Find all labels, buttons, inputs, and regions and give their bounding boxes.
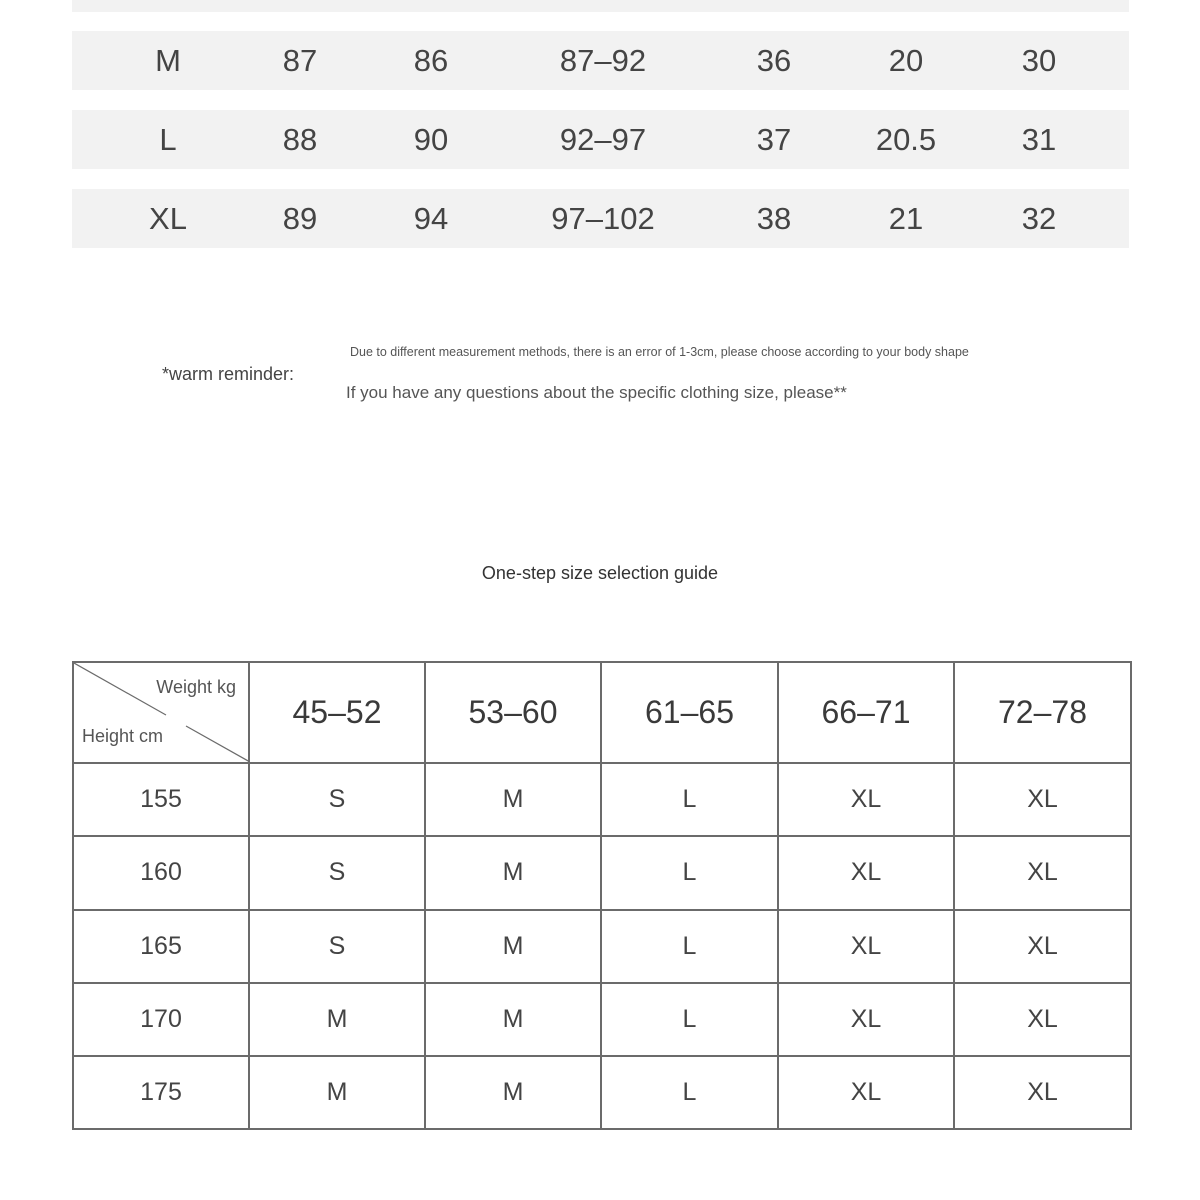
measure-cell: 89 [282, 201, 318, 236]
size-cell: S [249, 763, 425, 836]
size-chart-row [72, 31, 1129, 90]
size-cell: M [249, 983, 425, 1056]
weight-range-header: 61–65 [601, 662, 778, 763]
table-row [73, 983, 1131, 1056]
table-row [73, 910, 1131, 983]
size-cell: L [601, 1056, 778, 1129]
size-guide-table [72, 661, 1132, 1130]
size-cell: XL [778, 910, 954, 983]
size-cell: L [159, 122, 177, 157]
size-cell: XL [778, 836, 954, 909]
corner-header-cell [73, 662, 249, 763]
measure-cell: 38 [756, 201, 792, 236]
height-axis-label: Height cm [82, 726, 164, 747]
size-question-note: If you have any questions about the specific clothing size, please** [346, 383, 847, 402]
measure-cell: 92–97 [559, 122, 647, 157]
size-cell: XL [778, 983, 954, 1056]
size-chart [72, 31, 1129, 268]
height-cell: 170 [73, 983, 249, 1056]
measure-cell: 20 [888, 43, 924, 78]
table-row [73, 763, 1131, 836]
size-cell: M [425, 763, 601, 836]
height-cell: 155 [73, 763, 249, 836]
measure-cell: 32 [1021, 201, 1057, 236]
size-cell: M [425, 1056, 601, 1129]
size-cell: L [601, 763, 778, 836]
size-chart-top-strip [72, 0, 1129, 12]
guide-title: One-step size selection guide [481, 563, 719, 583]
measure-cell: 36 [756, 43, 792, 78]
measure-cell: 90 [413, 122, 449, 157]
height-cell: 175 [73, 1056, 249, 1129]
size-cell: S [249, 910, 425, 983]
weight-range-header: 66–71 [778, 662, 954, 763]
measure-cell: 21 [888, 201, 924, 236]
weight-range-header: 53–60 [425, 662, 601, 763]
guide-header-row [73, 662, 1131, 763]
height-cell: 160 [73, 836, 249, 909]
measure-cell: 94 [413, 201, 449, 236]
size-cell: M [425, 983, 601, 1056]
weight-axis-label: Weight kg [156, 677, 236, 698]
measurement-error-note: Due to different measurement methods, there is an error of 1-3cm, please choose according to your body shape [350, 345, 969, 359]
warm-reminder-label: *warm reminder: [162, 364, 295, 384]
size-cell: S [249, 836, 425, 909]
measure-cell: 97–102 [551, 201, 655, 236]
size-cell: M [425, 836, 601, 909]
table-row [73, 836, 1131, 909]
size-cell: XL [954, 836, 1131, 909]
size-cell: M [425, 910, 601, 983]
size-cell: XL [954, 983, 1131, 1056]
measure-cell: 87–92 [559, 43, 647, 78]
size-cell: XL [954, 910, 1131, 983]
measure-cell: 20.5 [875, 122, 937, 157]
measure-cell: 88 [282, 122, 318, 157]
measure-cell: 37 [756, 122, 792, 157]
measure-cell: 87 [282, 43, 318, 78]
size-cell: M [155, 43, 181, 78]
size-cell: L [601, 836, 778, 909]
size-cell: L [601, 983, 778, 1056]
size-cell: XL [149, 201, 187, 236]
size-cell: XL [778, 763, 954, 836]
size-cell: XL [778, 1056, 954, 1129]
size-cell: XL [954, 1056, 1131, 1129]
size-chart-row [72, 189, 1129, 248]
height-cell: 165 [73, 910, 249, 983]
measure-cell: 31 [1021, 122, 1057, 157]
size-chart-row [72, 110, 1129, 169]
measure-cell: 86 [413, 43, 449, 78]
size-cell: L [601, 910, 778, 983]
table-row [73, 1056, 1131, 1129]
measure-cell: 30 [1021, 43, 1057, 78]
size-cell: M [249, 1056, 425, 1129]
size-cell: XL [954, 763, 1131, 836]
weight-range-header: 45–52 [249, 662, 425, 763]
weight-range-header: 72–78 [954, 662, 1131, 763]
